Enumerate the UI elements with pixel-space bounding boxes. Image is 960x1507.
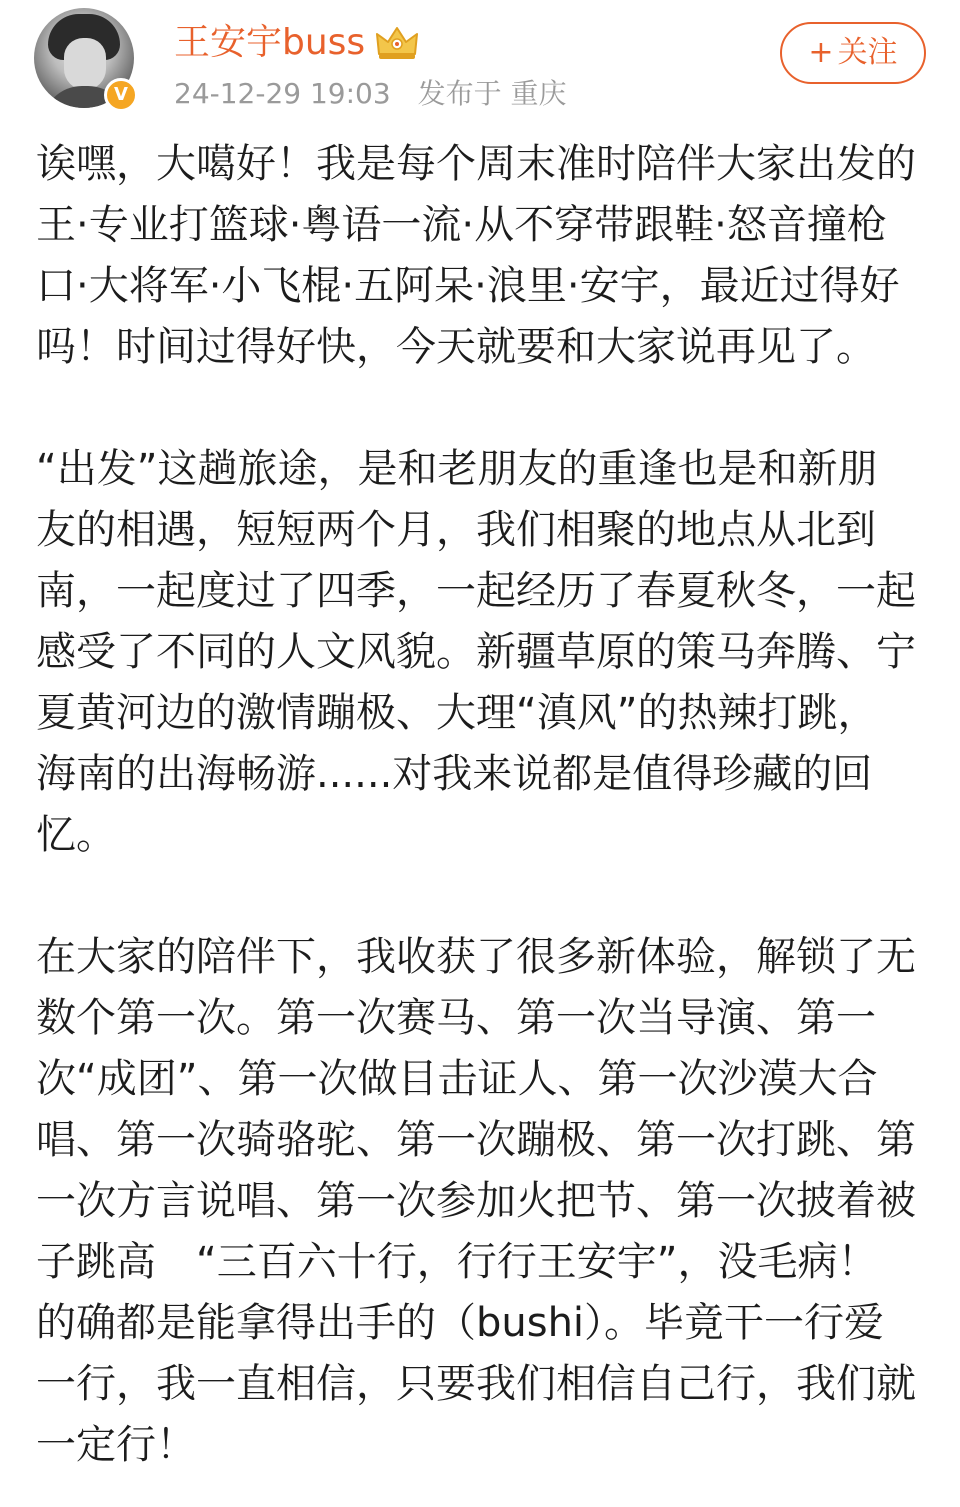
crown-icon xyxy=(373,24,421,62)
follow-button[interactable] xyxy=(780,22,926,84)
post-location: 发布于 重庆 xyxy=(417,77,567,110)
username-link[interactable]: 王安宇buss xyxy=(174,22,366,63)
post-paragraph-1: 诶嘿，大噶好！我是每个周末准时陪伴大家出发的王·专业打篮球·粤语一流·从不穿带跟鞋·怒音撞枪口·大将军·小飞棍·五阿呆·浪里·安宇，最近过得好吗！时间过得好快，今天就要和大家说再见了。 xyxy=(36,141,916,370)
post-timestamp: 24-12-29 19:03 xyxy=(174,77,391,110)
post-meta xyxy=(174,74,567,114)
follow-label: 关注 xyxy=(837,35,898,70)
plus-icon: + xyxy=(808,35,834,70)
post-paragraph-3: 在大家的陪伴下，我收获了很多新体验，解锁了无数个第一次。第一次赛马、第一次当导演、第一次“成团”、第一次做目击证人、第一次沙漠大合唱、第一次骑骆驼、第一次蹦极、第一次打跳、第一次方言说唱、第一次参加火把节、第一次披着被子跳高 “三百六十行，行行王安宇”，没毛病！的确都是能拿得出手的（bushi）。毕竟干一行爱一行，我一直相信，只要我们相信自己行，我们就一定行！ xyxy=(36,934,916,1468)
post-header xyxy=(0,0,960,120)
post-paragraph-2: “出发”这趟旅途，是和老朋友的重逢也是和新朋友的相遇，短短两个月，我们相聚的地点从北到南，一起度过了四季，一起经历了春夏秋冬，一起感受了不同的人文风貌。新疆草原的策马奔腾、宁夏黄河边的激情蹦极、大理“滇风”的热辣打跳，海南的出海畅游......对我来说都是值得珍藏的回忆。 xyxy=(36,446,916,858)
post-body xyxy=(36,134,916,1476)
username-row xyxy=(174,18,421,68)
verified-v-icon: V xyxy=(104,78,138,112)
avatar-face xyxy=(64,38,106,90)
